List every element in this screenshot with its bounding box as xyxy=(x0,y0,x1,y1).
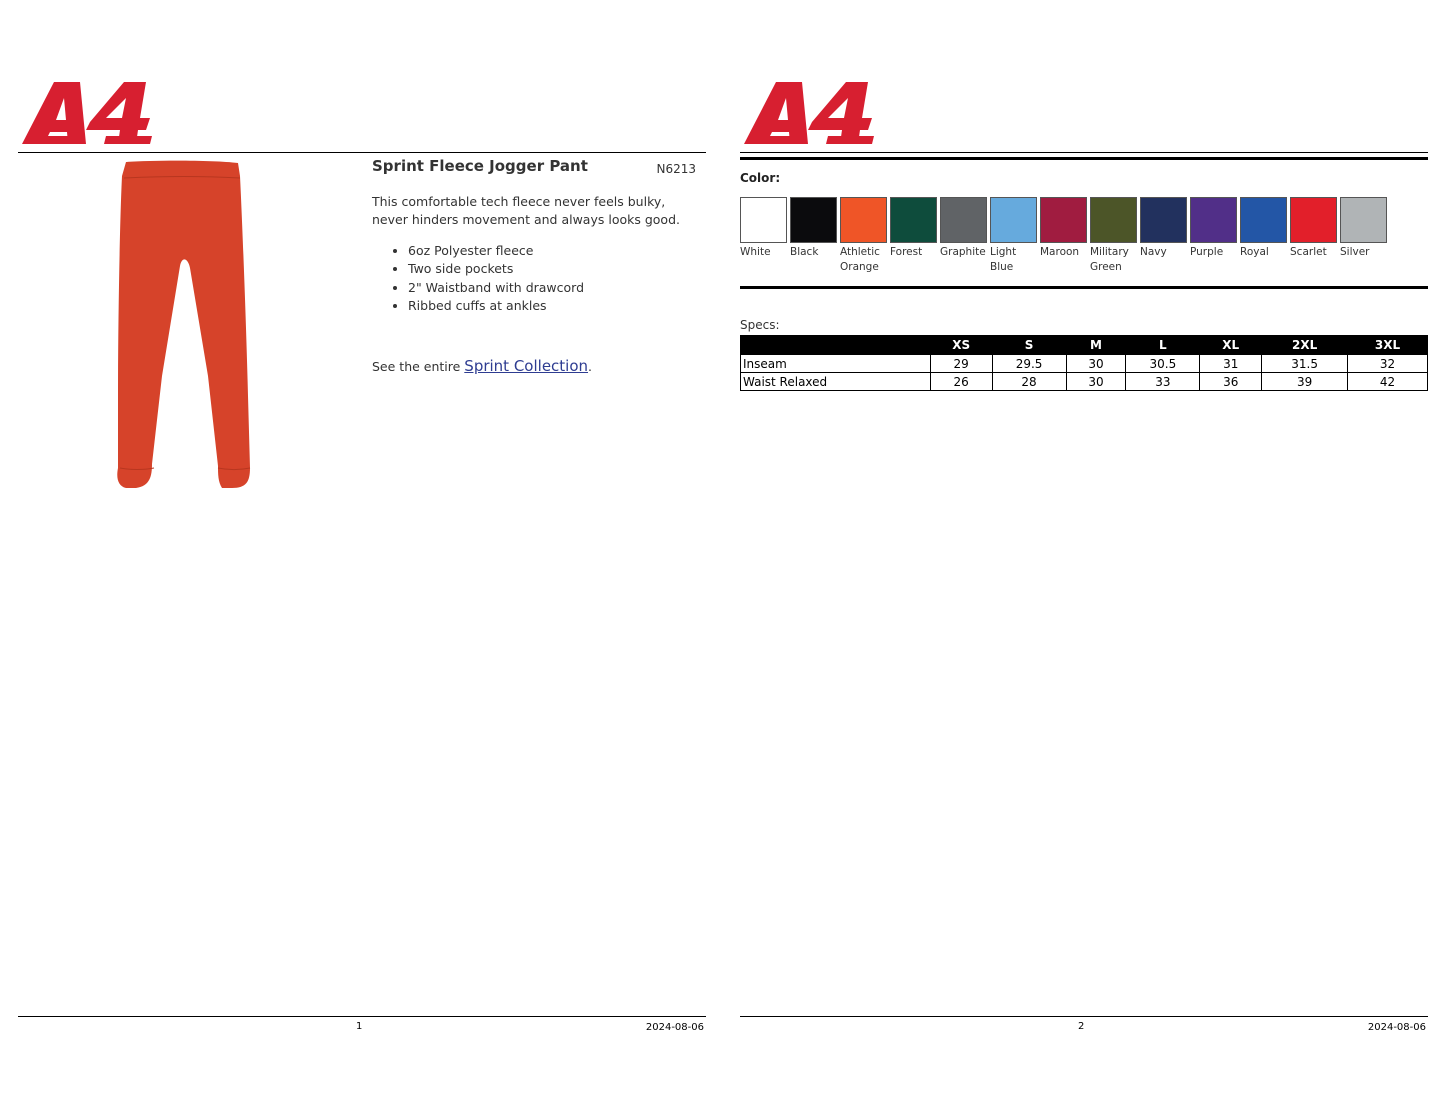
collection-suffix: . xyxy=(588,359,593,374)
page-date: 2024-08-06 xyxy=(1367,1022,1426,1033)
color-chip xyxy=(1140,197,1187,243)
color-chip xyxy=(740,197,787,243)
spec-cell: 30 xyxy=(1066,373,1126,391)
a4-logo xyxy=(20,78,152,148)
page-2 xyxy=(740,0,1428,1117)
feature-item: • 2" Waistband with drawcord xyxy=(408,279,584,297)
spec-cell: 39 xyxy=(1262,373,1348,391)
pant-shape xyxy=(117,161,250,488)
color-name: Silver xyxy=(1340,246,1370,258)
spec-cell: 29.5 xyxy=(992,355,1066,373)
color-chip xyxy=(1190,197,1237,243)
color-name: Navy xyxy=(1140,246,1167,258)
product-description: This comfortable tech fleece never feels bulky, never hinders movement and always looks good. xyxy=(372,194,680,227)
color-name: Military Green xyxy=(1090,246,1129,273)
size-header: XS xyxy=(930,336,992,355)
page-1 xyxy=(18,0,706,1117)
footer-rule xyxy=(740,1016,1428,1017)
color-label: Color: xyxy=(740,171,781,185)
color-chip xyxy=(1240,197,1287,243)
header-rule xyxy=(740,152,1428,153)
collection-prefix: See the entire xyxy=(372,359,465,374)
size-header: 3XL xyxy=(1348,336,1428,355)
color-chip xyxy=(990,197,1037,243)
color-name: Forest xyxy=(890,246,923,258)
page-date: 2024-08-06 xyxy=(645,1022,704,1033)
color-swatches xyxy=(740,197,1428,277)
color-section-top-rule xyxy=(740,157,1428,160)
feature-item: • 6oz Polyester fleece xyxy=(408,242,584,260)
row-label: Waist Relaxed xyxy=(741,373,931,391)
size-header: M xyxy=(1066,336,1126,355)
jogger-pant-image xyxy=(114,156,254,494)
page-number: 1 xyxy=(356,1021,363,1032)
table-row xyxy=(741,355,1428,373)
color-chip xyxy=(940,197,987,243)
color-name: Light Blue xyxy=(990,246,1017,273)
color-name: Royal xyxy=(1240,246,1269,258)
spec-cell: 30.5 xyxy=(1126,355,1200,373)
size-header: S xyxy=(992,336,1066,355)
color-chip xyxy=(790,197,837,243)
feature-list xyxy=(390,242,584,315)
color-name: Maroon xyxy=(1040,246,1080,258)
color-swatch xyxy=(1240,197,1290,260)
size-header: 2XL xyxy=(1262,336,1348,355)
color-swatch xyxy=(1090,197,1140,275)
product-title: Sprint Fleece Jogger Pant xyxy=(372,157,588,175)
color-swatch xyxy=(890,197,940,260)
color-swatch xyxy=(1140,197,1190,260)
color-chip xyxy=(1090,197,1137,243)
a4-logo xyxy=(742,78,874,148)
sprint-collection-link[interactable]: Sprint Collection xyxy=(464,357,589,375)
color-name: Scarlet xyxy=(1290,246,1327,258)
spec-cell: 32 xyxy=(1348,355,1428,373)
color-name: White xyxy=(740,246,771,258)
color-swatch xyxy=(840,197,890,275)
header-rule xyxy=(18,152,706,153)
color-section-bottom-rule xyxy=(740,286,1428,289)
color-swatch xyxy=(740,197,790,260)
footer-rule xyxy=(18,1016,706,1017)
color-name: Graphite xyxy=(940,246,986,258)
page-number: 2 xyxy=(1078,1021,1085,1032)
color-swatch xyxy=(1190,197,1240,260)
color-swatch xyxy=(1340,197,1390,260)
specs-header-blank xyxy=(741,336,931,355)
feature-item: • Ribbed cuffs at ankles xyxy=(408,297,584,315)
color-chip xyxy=(1290,197,1337,243)
color-chip xyxy=(1340,197,1387,243)
specs-label: Specs: xyxy=(740,318,780,332)
spec-cell: 31 xyxy=(1200,355,1262,373)
color-swatch xyxy=(1040,197,1090,260)
spec-cell: 29 xyxy=(930,355,992,373)
size-header: L xyxy=(1126,336,1200,355)
size-header: XL xyxy=(1200,336,1262,355)
feature-item: • Two side pockets xyxy=(408,260,584,278)
color-chip xyxy=(890,197,937,243)
color-chip xyxy=(1040,197,1087,243)
color-chip xyxy=(840,197,887,243)
spec-cell: 28 xyxy=(992,373,1066,391)
spec-cell: 36 xyxy=(1200,373,1262,391)
color-name: Purple xyxy=(1190,246,1224,258)
row-label: Inseam xyxy=(741,355,931,373)
specs-header-row xyxy=(741,336,1428,355)
color-name: Black xyxy=(790,246,819,258)
color-swatch xyxy=(790,197,840,260)
spec-cell: 33 xyxy=(1126,373,1200,391)
table-row xyxy=(741,373,1428,391)
spec-cell: 30 xyxy=(1066,355,1126,373)
color-swatch xyxy=(1290,197,1340,260)
spec-cell: 26 xyxy=(930,373,992,391)
product-sku: N6213 xyxy=(656,162,696,176)
collection-line xyxy=(372,357,592,375)
color-swatch xyxy=(940,197,990,260)
spec-cell: 42 xyxy=(1348,373,1428,391)
specs-table xyxy=(740,335,1428,391)
color-name: Athletic Orange xyxy=(840,246,880,273)
spec-cell: 31.5 xyxy=(1262,355,1348,373)
color-swatch xyxy=(990,197,1040,275)
